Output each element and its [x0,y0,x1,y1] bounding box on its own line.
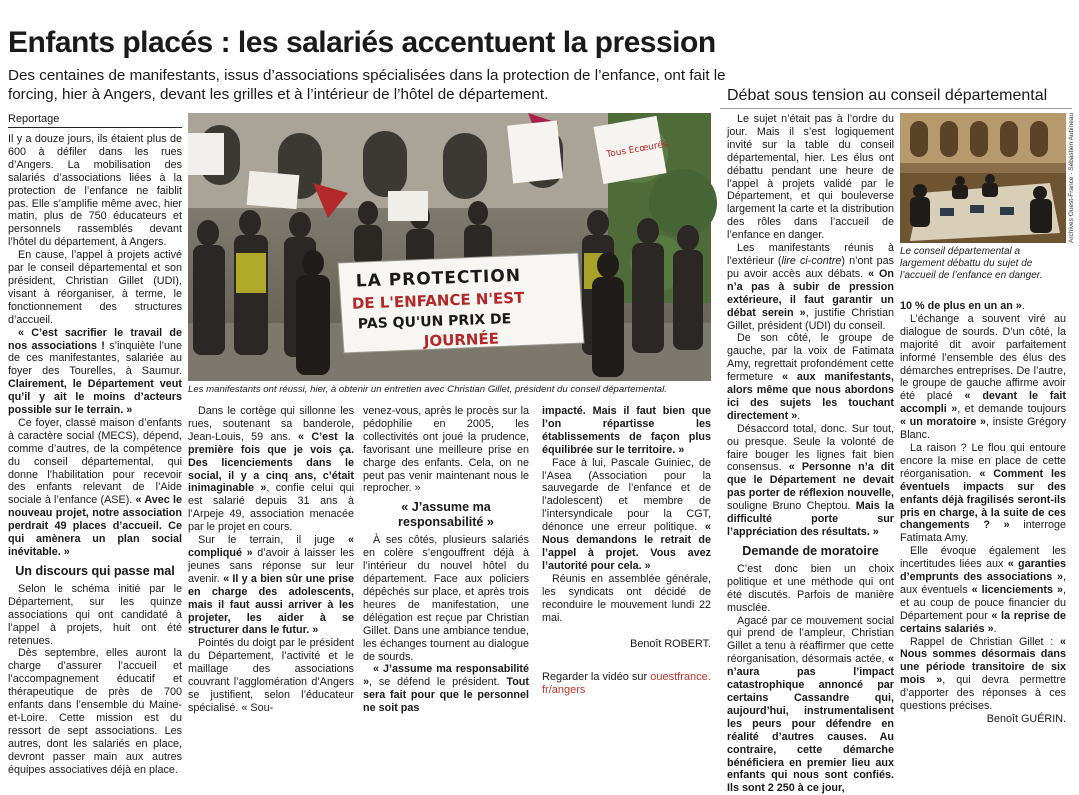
sidebar-column-1 [727,113,894,795]
paragraph: Il y a douze jours, ils étaient plus de 600 à défiler dans les rues d’Angers. La mobilisation des salariés d’associations liées à la protection de l’enfance ne faiblit pas. Elle s’amplifie même avec, hier matin, plus de 750 éducateurs et personnels rassemblés devant l’hôtel du département, à Angers. [8,133,182,249]
protest-photo [188,113,711,381]
sidebar-rule [720,108,1072,109]
council-photo-illustration [900,113,1066,243]
protest-photo-illustration [188,113,711,381]
paragraph: Sur le terrain, il juge « compliqué » d’avoir à laisser les jeunes sans réponse sur leur avenir. « Il y a bien sûr une prise en charge des adolescents, mais il faut aussi arriver à les projeter, les aider à se structurer dans le futur. » [188,534,355,637]
protest-banner [338,253,584,353]
paragraph: Les manifestants réunis à l’extérieur (lire ci-contre) n’ont pas pu avoir accès aux débats. « On n’a pas à subir de pression extérieure, il faut garantir un débat serein », justifie Christian Gillet, président (UDI) du conseil. [727,242,894,332]
paragraph: La raison ? Le flou qui entoure encore la mise en place de cette réorganisation. « Comment les éventuels impacts sur des enfants déjà fragilisés seront-ils pris en charge, à la suite de ces changements ? » interroge Fatimata Amy. [900,441,1066,545]
video-link[interactable]: ouestfrance. [650,671,711,684]
banner-line-4: JOURNÉE [423,329,500,351]
paragraph: À ses côtés, plusieurs salariés en colère s’engouffrent déjà à l’intérieur du nouvel hôtel du département. Face aux policiers dépêchés sur place, et après trois heures de manifestation, une délégation est reçue par Christian Gillet. Dans une ambiance tendue, les échanges tournent au dialogue de sourds. [363,534,529,663]
paragraph: De son côté, le groupe de gauche, par la voix de Fatimata Amy, regrettait profondément cette fermeture « aux manifestants, alors même que nous abordons ici des sujets les touchant directement ». [727,332,894,422]
paragraph: Ce foyer, classé maison d’enfants à caractère social (MECS), dépend, comme d’autres, de la compétence du conseil départemental, qui donne l’habilitation pour recevoir des enfants relevant de l’Aide sociale à l’enfance (ASE). « Avec le nouveau projet, notre association perdrait 49 places d’accueil. Ce qui amènera un plan social inévitable. » [8,416,182,558]
column-2 [188,405,355,714]
subheading: Demande de moratoire [742,543,879,558]
author-signature: Benoît ROBERT. [630,638,711,651]
paragraph: Rappel de Christian Gillet : « Nous sommes désormais dans une période transitoire de six mois », qui devra permettre d’apporter des réponses à ces questions précises. [900,635,1066,713]
paragraph: 10 % de plus en un an ». [900,300,1025,312]
column-4 [542,405,711,697]
protest-sign-text: Tous Ecœurés [605,139,669,161]
column-1 [8,133,182,776]
paragraph: Face à lui, Pascale Guiniec, de l’Asea (Association pour la sauvegarde de l’enfance et de l’adolescent) et membre de l’intersyndicale pour la CGT, dénonce une erreur politique. « Nous demandons le retrait de l’appel à projet. Vous avez l’autorité pour cela. » [542,456,711,572]
paragraph: Agacé par ce mouvement social qui prend de l’ampleur, Christian Gillet a tenu à réaffirmer que cette réorganisation, désormais actée, « n’aura pas l’impact catastrophique annoncé par certains Cassandre qui, aujourd’hui, instrumentalisent les peurs pour défendre en réalité d’autres causes. Au contraire, cette démarche bénéficiera en premier lieu aux enfants qui nous sont confiés. Ils sont 2 250 à ce jour, [727,614,894,795]
subheading: « J’assume ma responsabilité » [398,500,494,530]
paragraph: Dès septembre, elles auront la charge d’assurer l’accueil et l’accompagnement éducatif et thérapeutique de près de 700 enfants dans l’ensemble du Maine-et-Loire. Cette mission est du ressort de sept associations. Les autres, dont les salariés en place, devront passer main aux autres équipes associatives déjà en place. [8,647,182,776]
section-label: Reportage [8,113,182,128]
paragraph: C’est donc bien un choix politique et une méthode qui ont été discutés. Parfois de manière musclée. [727,562,894,614]
paragraph: « C’est sacrifier le travail de nos associations ! s’inquiète l’une de ces manifestantes, salariée au foyer des Tourelles, à Saumur. Clairement, le Département veut qu’il y ait le moins d’acteurs possible sur le terrain. » [8,326,182,417]
video-note: Regarder la vidéo sur ouestfrance. fr/angers [542,671,711,697]
standfirst: Des centaines de manifestants, issus d’associations spécialisées dans la protection de l’enfance, ont fait le forcing, hier à Angers, devant les grilles et à l’intérieur de l’hôtel de département. [8,67,726,103]
paragraph: En cause, l’appel à projets activé par le conseil départemental et son président, Christian Gillet (UDI), visant à réorganiser, à terme, le fonctionnement des structures d’accueil. [8,249,182,326]
video-link-2[interactable]: fr/angers [542,684,586,697]
paragraph: Désaccord total, donc. Sur tout, ou presque. Seule la volonté de faire bouger les lignes fait bien consensus. « Personne n’a dit que le Département ne devait pas porter de réflexion nouvelle, souligne Bruno Cheptou. Mais la difficulté porte sur l’appréciation des résultats. » [727,422,894,538]
paragraph: Elle évoque également les incertitudes liées aux « garanties d’emprunts des associations », aux éventuels « licenciements », et au coup de pouce financier du Département pour « la reprise de certains salariés ». [900,545,1067,635]
photo-caption: Les manifestants ont réussi, hier, à obtenir un entretien avec Christian Gillet, président du conseil départemental. [188,384,667,395]
banner-line-1: LA PROTECTION [355,265,522,292]
paragraph: Réunis en assemblée générale, les syndicats ont décidé de reconduire le mouvement lundi 22 mai. [542,572,711,624]
paragraph: Le sujet n’était pas à l’ordre du jour. Mais il s’est logiquement invité sur la table du conseil départemental, hier. Les élus ont débattu pendant une heure de l’appel à projets validé par le Département, et qui bouleverse largement la carte et la distribution des rôles dans l’accueil de l’enfance en danger. [727,113,894,242]
headline: Enfants placés : les salariés accentuent la pression [8,26,716,59]
paragraph: Selon le schéma initié par le Département, sur les quinze associations qui ont candidaté à l’appel à projets, huit ont été retenues. [8,582,182,647]
paragraph: L’échange a souvent viré au dialogue de sourds. D’un côté, la majorité dit avoir parfaitement informé l’ensemble des élus des démarches entreprises. De l’autre, le groupe de gauche affirme avoir été placé « devant le fait accompli », et demande toujours « un moratoire », insiste Grégory Blanc. [900,312,1067,442]
banner-line-3: PAS QU'UN PRIX DE [357,311,512,333]
column-3 [363,405,529,715]
paragraph: Dans le cortège qui sillonne les rues, soutenant sa banderole, Jean-Louis, 59 ans. « C’est la première fois que je vois ça. Des licenciements dans le social, il y a cinq ans, c’était inimaginable », confie celui qui est salarié depuis 31 ans à l’Arpeje 49, association menacée par le projet en cours. [188,405,354,534]
subheading: Un discours qui passe mal [15,563,175,578]
council-photo-caption: Le conseil départemental a largement débattu du sujet de l’accueil de l’enfance en danger. [900,246,1043,281]
paragraph: venez-vous, après le procès sur la pédophilie en 2005, les collectivités ont joué la prudence, favorisant une meilleure prise en charge des enfants. Cela, on ne peut pas venir maintenant nous le reprocher. » [363,405,529,495]
paragraph: Pointés du doigt par le président du Département, l’activité et le maillage des associations couvrant l’agglomération d’Angers se justifient, selon l’éducateur spécialisé. « Sou- [188,637,354,714]
paragraph: impacté. Mais il faut bien que l’on répartisse les établissements de façon plus équilibrée sur le territoire. » [542,405,711,456]
council-photo [900,113,1066,243]
sidebar-column-2 [900,300,1067,725]
sidebar-title: Débat sous tension au conseil départemental [727,87,1048,104]
author-signature: Benoît GUÉRIN. [986,713,1066,725]
paragraph: « J’assume ma responsabilité », se défend le président. Tout sera fait pour que le personnel ne soit pas [363,663,529,715]
banner-line-2: DE L'ENFANCE N'EST [351,288,525,313]
photo-credit: Archives Ouest-France - Sébastien Aubineau [1068,112,1075,243]
